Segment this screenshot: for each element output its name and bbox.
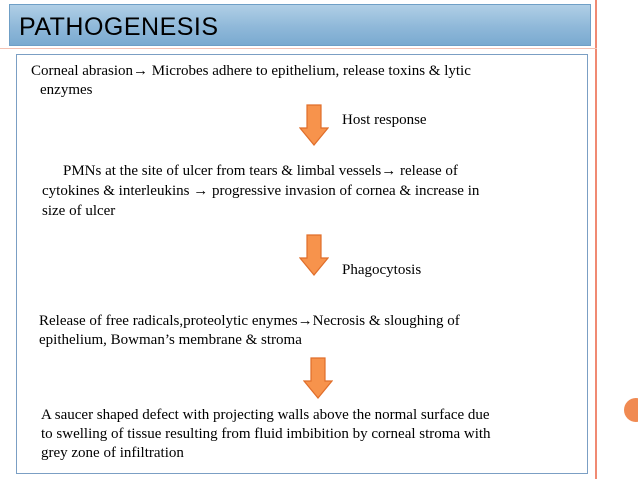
slide-border-right [595, 0, 597, 479]
down-arrow-icon [299, 104, 329, 146]
text-line-cytokines: cytokines & interleukins → progressive invasion of cornea & increase in [42, 183, 480, 199]
decorative-circle [624, 398, 638, 422]
label-phagocytosis: Phagocytosis [342, 262, 422, 278]
title-bar [9, 4, 591, 46]
text-line-size-of-ulcer: size of ulcer [42, 203, 116, 219]
text-line-corneal-abrasion: Corneal abrasion→ Microbes adhere to epithelium, release toxins & lytic [31, 63, 471, 79]
text-line-free-radicals: Release of free radicals,proteolytic enymes→Necrosis & sloughing of [39, 313, 460, 329]
slide-border-top [0, 48, 597, 49]
content-box [16, 54, 588, 474]
text-line-epithelium: epithelium, Bowman’s membrane & stroma [39, 332, 302, 348]
text-line-saucer-defect: A saucer shaped defect with projecting walls above the normal surface due [41, 407, 490, 423]
text-line-swelling: to swelling of tissue resulting from fluid imbibition by corneal stroma with [41, 426, 491, 442]
text-line-pmns: PMNs at the site of ulcer from tears & limbal vessels→ release of [63, 163, 458, 179]
down-arrow-icon [299, 234, 329, 276]
text-line-grey-zone: grey zone of infiltration [41, 445, 184, 461]
down-arrow-icon [303, 357, 333, 399]
slide-title: PATHOGENESIS [19, 13, 219, 41]
label-host-response: Host response [342, 112, 427, 128]
text-line-enzymes: enzymes [40, 82, 93, 98]
